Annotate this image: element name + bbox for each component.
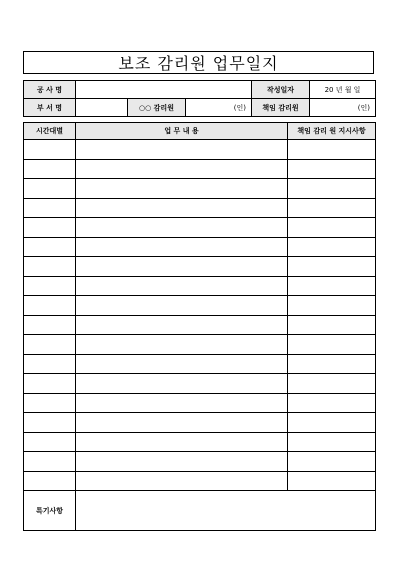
time-cell[interactable] <box>24 179 76 199</box>
content-cell[interactable] <box>76 452 288 472</box>
content-cell[interactable] <box>76 257 288 277</box>
date-label: 작성일자 <box>252 81 310 99</box>
content-cell[interactable] <box>76 354 288 374</box>
special-notes-row <box>24 491 376 531</box>
assistant-seal-field[interactable]: (인) <box>186 99 252 117</box>
time-cell[interactable] <box>24 140 76 160</box>
content-cell[interactable] <box>76 140 288 160</box>
chief-supervisor-label: 책임 감리원 <box>252 99 310 117</box>
instruction-cell[interactable] <box>288 218 376 238</box>
log-row <box>24 257 376 277</box>
time-cell[interactable] <box>24 452 76 472</box>
log-row <box>24 452 376 472</box>
project-field[interactable] <box>76 81 252 99</box>
time-cell[interactable] <box>24 393 76 413</box>
log-row <box>24 471 376 491</box>
time-cell[interactable] <box>24 335 76 355</box>
date-field[interactable]: 20 년 월 일 <box>310 81 376 99</box>
project-label: 공 사 명 <box>24 81 76 99</box>
instruction-cell[interactable] <box>288 296 376 316</box>
instruction-cell[interactable] <box>288 452 376 472</box>
log-row <box>24 354 376 374</box>
content-cell[interactable] <box>76 159 288 179</box>
log-row <box>24 393 376 413</box>
assistant-supervisor-label: ○○ 감리원 <box>128 99 186 117</box>
content-cell[interactable] <box>76 237 288 257</box>
content-column-header: 업 무 내 용 <box>76 123 288 140</box>
time-cell[interactable] <box>24 315 76 335</box>
content-cell[interactable] <box>76 374 288 394</box>
time-column-header: 시간대별 <box>24 123 76 140</box>
log-row <box>24 374 376 394</box>
time-cell[interactable] <box>24 237 76 257</box>
instruction-cell[interactable] <box>288 237 376 257</box>
log-row <box>24 413 376 433</box>
content-cell[interactable] <box>76 393 288 413</box>
log-row <box>24 276 376 296</box>
log-row <box>24 140 376 160</box>
content-cell[interactable] <box>76 296 288 316</box>
instruction-cell[interactable] <box>288 374 376 394</box>
instruction-cell[interactable] <box>288 198 376 218</box>
document-title: 보조 감리원 업무일지 <box>23 51 374 74</box>
time-cell[interactable] <box>24 218 76 238</box>
time-cell[interactable] <box>24 354 76 374</box>
content-cell[interactable] <box>76 335 288 355</box>
log-row <box>24 198 376 218</box>
instruction-cell[interactable] <box>288 159 376 179</box>
log-row <box>24 159 376 179</box>
content-cell[interactable] <box>76 432 288 452</box>
log-row <box>24 335 376 355</box>
time-cell[interactable] <box>24 159 76 179</box>
log-row <box>24 179 376 199</box>
chief-seal-field[interactable]: (인) <box>310 99 376 117</box>
content-cell[interactable] <box>76 413 288 433</box>
content-cell[interactable] <box>76 218 288 238</box>
content-cell[interactable] <box>76 198 288 218</box>
special-notes-label: 특기사항 <box>24 491 76 531</box>
instruction-cell[interactable] <box>288 179 376 199</box>
content-cell[interactable] <box>76 471 288 491</box>
content-cell[interactable] <box>76 276 288 296</box>
instruction-cell[interactable] <box>288 315 376 335</box>
log-row <box>24 218 376 238</box>
instructions-column-header: 책임 감리 원 지시사항 <box>288 123 376 140</box>
time-cell[interactable] <box>24 198 76 218</box>
instruction-cell[interactable] <box>288 354 376 374</box>
instruction-cell[interactable] <box>288 413 376 433</box>
special-notes-field[interactable] <box>76 491 376 531</box>
content-cell[interactable] <box>76 315 288 335</box>
time-cell[interactable] <box>24 276 76 296</box>
instruction-cell[interactable] <box>288 140 376 160</box>
instruction-cell[interactable] <box>288 471 376 491</box>
time-cell[interactable] <box>24 413 76 433</box>
department-label: 부 서 명 <box>24 99 76 117</box>
time-cell[interactable] <box>24 432 76 452</box>
log-row <box>24 432 376 452</box>
log-row <box>24 296 376 316</box>
instruction-cell[interactable] <box>288 276 376 296</box>
time-cell[interactable] <box>24 296 76 316</box>
instruction-cell[interactable] <box>288 335 376 355</box>
instruction-cell[interactable] <box>288 393 376 413</box>
department-field[interactable] <box>76 99 128 117</box>
instruction-cell[interactable] <box>288 257 376 277</box>
info-table <box>23 80 376 117</box>
work-log-table <box>23 122 376 531</box>
content-cell[interactable] <box>76 179 288 199</box>
time-cell[interactable] <box>24 471 76 491</box>
time-cell[interactable] <box>24 257 76 277</box>
instruction-cell[interactable] <box>288 432 376 452</box>
log-row <box>24 237 376 257</box>
log-row <box>24 315 376 335</box>
time-cell[interactable] <box>24 374 76 394</box>
